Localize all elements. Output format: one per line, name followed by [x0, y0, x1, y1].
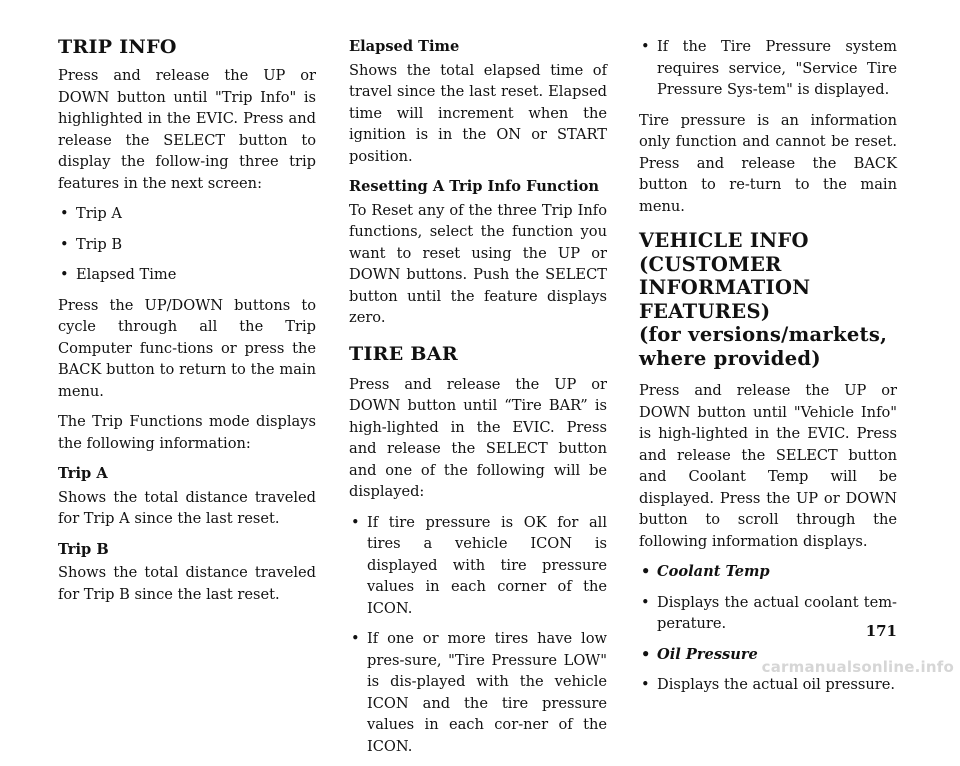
tire-bar-list [349, 512, 607, 758]
reset-title: Resetting A Trip Info Function [349, 178, 599, 195]
vehicle-info-subheading: (for versions/markets, where provided) [639, 323, 888, 370]
elapsed-time-text: Shows the total elapsed time of travel since the last reset. Elapsed time will increment when the ignition is in the ON or START position. [349, 61, 607, 165]
list-item: • Trip A [58, 203, 316, 225]
list-item: • Oil Pressure [639, 644, 897, 666]
cycle-paragraph: Press the UP/DOWN buttons to cycle through all the Trip Computer func-tions or press the BACK button to return to the main menu. [58, 296, 316, 400]
list-item: • Displays the actual oil pressure. [639, 674, 897, 696]
trip-info-intro: Press and release the UP or DOWN button until "Trip Info" is highlighted in the EVIC. Press and release the SELECT button to display the follow-ing three trip features in the next screen: [58, 67, 316, 192]
trip-b-title: Trip B [58, 540, 109, 558]
trip-features-list [58, 203, 316, 286]
trip-a-text: Shows the total distance traveled for Trip A since the last reset. [58, 488, 316, 527]
vehicle-info-text: Press and release the UP or DOWN button until "Vehicle Info" is high-lighted in the EVIC. Press and release the SELECT button and Coolant Temp will be displayed. Press the UP or DOWN button to scroll through the following information displays. [639, 382, 897, 550]
list-item: • If the Tire Pressure system requires service, "Service Tire Pressure Sys-tem" is displayed. [639, 36, 897, 101]
trip-a-title: Trip A [58, 465, 108, 482]
vehicle-info-heading-main: VEHICLE INFO (CUSTOMER INFORMATION FEATURES) [639, 229, 811, 323]
page-number: 171 [865, 622, 897, 640]
elapsed-time-title: Elapsed Time [349, 38, 460, 55]
watermark: carmanualsonline.info [761, 658, 954, 676]
vehicle-info-heading [639, 229, 897, 370]
list-item: • Coolant Temp [639, 561, 897, 583]
list-item: • Displays the actual coolant tem-perature. [639, 592, 897, 635]
tire-pressure-paragraph: Tire pressure is an information only function and cannot be reset. Press and release the BACK button to re-turn to the main menu. [639, 111, 897, 215]
list-item: • If one or more tires have low pres-sure, "Tire Pressure LOW" is dis-played with the vehicle ICON and the tire pressure values in each cor-ner of the ICON. [349, 628, 607, 757]
column-middle [349, 36, 607, 766]
list-item: • If tire pressure is OK for all tires a vehicle ICON is displayed with tire pressure values in each corner of the ICON. [349, 512, 607, 620]
column-right [639, 36, 897, 705]
tire-service-list [639, 36, 897, 101]
reset-text: To Reset any of the three Trip Info functions, select the function you want to reset using the UP or DOWN buttons. Push the SELECT button until the feature displays zero. [349, 201, 607, 326]
column-left [58, 36, 316, 614]
list-item: • Elapsed Time [58, 264, 316, 286]
trip-info-heading: TRIP INFO [58, 36, 177, 58]
trip-b-text: Shows the total distance traveled for Trip B since the last reset. [58, 564, 316, 603]
tire-bar-heading: TIRE BAR [349, 342, 458, 365]
tire-bar-text: Press and release the UP or DOWN button until “Tire BAR” is high-lighted in the EVIC. Press and release the SELECT button and one of the following will be displayed: [349, 375, 607, 500]
list-item: • Trip B [58, 234, 316, 256]
trip-functions-paragraph: The Trip Functions mode displays the following information: [58, 413, 316, 452]
